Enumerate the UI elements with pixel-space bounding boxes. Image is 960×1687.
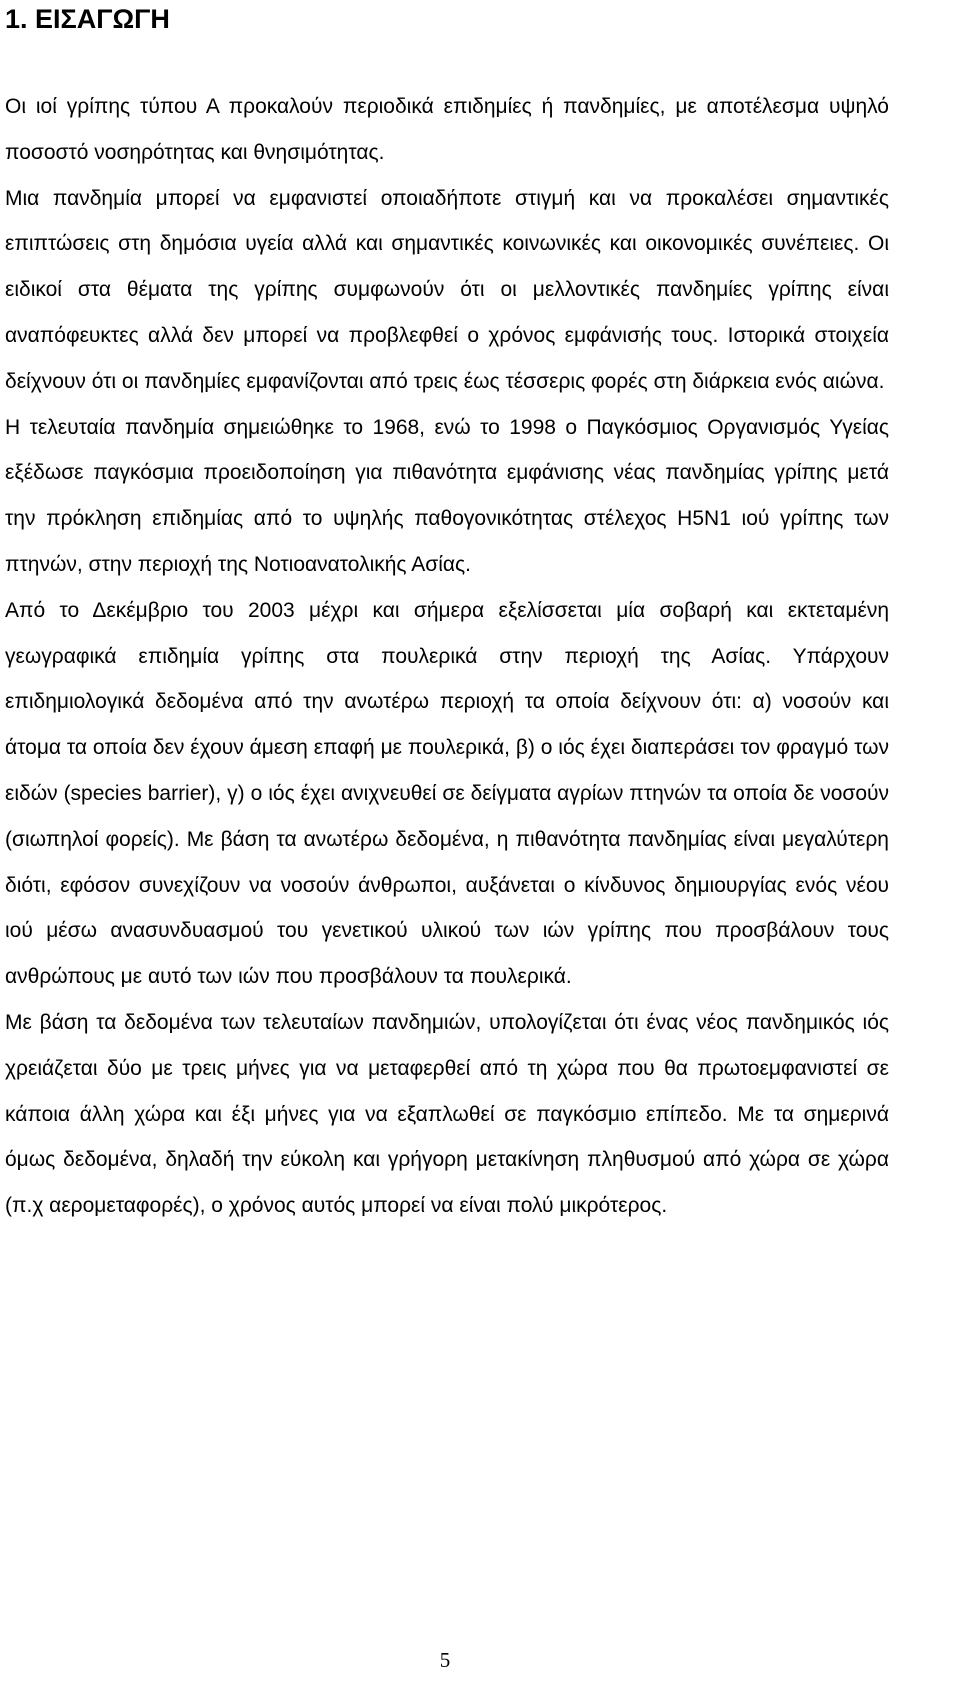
paragraph-5: Με βάση τα δεδομένα των τελευταίων πανδημιών, υπολογίζεται ότι ένας νέος πανδημικός ιός χρειάζεται δύο με τρεις μήνες για να μεταφερθεί από τη χώρα που θα πρωτοεμφανιστεί σε κάποια άλλη χώρα και έξι μήνες για να εξαπλωθεί σε παγκόσμιο επίπεδο. Με τα σημερινά όμως δεδομένα, δηλαδή την εύκολη και γρήγορη μετακίνηση πληθυσμού από χώρα σε χώρα (π.χ αερομεταφορές), ο χρόνος αυτός μπορεί να είναι πολύ μικρότερος. <box>5 1010 889 1218</box>
paragraph-1: Οι ιοί γρίπης τύπου Α προκαλούν περιοδικά επιδημίες ή πανδημίες, με αποτέλεσμα υψηλό ποσοστό νοσηρότητας και θνησιμότητας. <box>5 95 889 164</box>
body-text <box>5 84 889 1229</box>
paragraph-4: Από το Δεκέμβριο του 2003 μέχρι και σήμερα εξελίσσεται μία σοβαρή και εκτεταμένη γεωγραφικά επιδημία γρίπης στα πουλερικά στην περιοχή της Ασίας. Υπάρχουν επιδημιολογικά δεδομένα από την ανωτέρω περιοχή τα οποία δείχνουν ότι: α) νοσούν και άτομα τα οποία δεν έχουν άμεση επαφή με πουλερικά, β) ο ιός έχει διαπεράσει τον φραγμό των ειδών (species barrier), γ) ο ιός έχει ανιχνευθεί σε δείγματα αγρίων πτηνών τα οποία δε νοσούν (σιωπηλοί φορείς). Με βάση τα ανωτέρω δεδομένα, η πιθανότητα πανδημίας είναι μεγαλύτερη διότι, εφόσον συνεχίζουν να νοσούν άνθρωποι, αυξάνεται ο κίνδυνος δημιουργίας ενός νέου ιού μέσω ανασυνδυασμού του γενετικού υλικού των ιών γρίπης που προσβάλουν τους ανθρώπους με αυτό των ιών που προσβάλουν τα πουλερικά. <box>5 598 889 989</box>
section-heading: 1. ΕΙΣΑΓΩΓΗ <box>5 4 170 34</box>
paragraph-2: Μια πανδημία μπορεί να εμφανιστεί οποιαδήποτε στιγμή και να προκαλέσει σημαντικές επιπτώσεις στη δημόσια υγεία αλλά και σημαντικές κοινωνικές και οικονομικές συνέπειες. Οι ειδικοί στα θέματα της γρίπης συμφωνούν ότι οι μελλοντικές πανδημίες γρίπης είναι αναπόφευκτες αλλά δεν μπορεί να προβλεφθεί ο χρόνος εμφάνισής τους. Ιστορικά στοιχεία δείχνουν ότι οι πανδημίες εμφανίζονται από τρεις έως τέσσερις φορές στη διάρκεια ενός αιώνα. <box>5 186 889 393</box>
document-page <box>5 0 889 1229</box>
page-number: 5 <box>439 1648 451 1672</box>
paragraph-3: Η τελευταία πανδημία σημειώθηκε το 1968, ενώ το 1998 ο Παγκόσμιος Οργανισμός Υγείας εξέδωσε παγκόσμια προειδοποίηση για πιθανότητα εμφάνισης νέας πανδημίας γρίπης μετά την πρόκληση επιδημίας από το υψηλής παθογονικότητας στέλεχος Η5Ν1 ιού γρίπης των πτηνών, στην περιοχή της Νοτιοανατολικής Ασίας. <box>5 415 889 576</box>
